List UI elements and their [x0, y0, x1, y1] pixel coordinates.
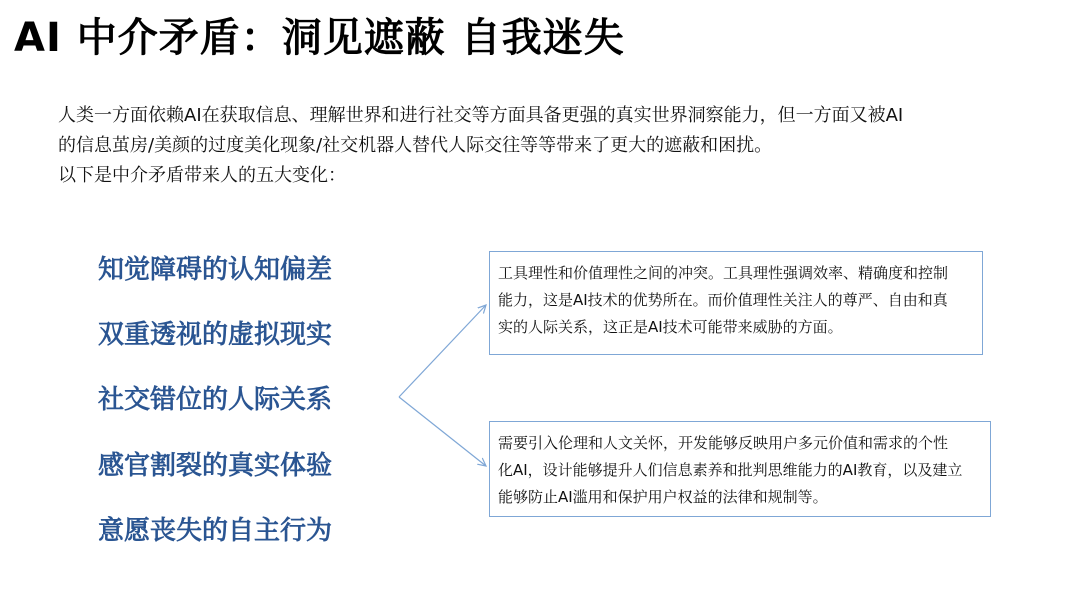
change-item: 意愿丧失的自主行为: [98, 516, 333, 546]
solution-box: [489, 421, 991, 517]
page-title: AI 中介矛盾：洞见遮蔽 自我迷失: [14, 15, 625, 61]
intro-line: 人类一方面依赖AI在获取信息、理解世界和进行社交等方面具备更强的真实世界洞察能力，但一方面又被AI: [58, 105, 904, 126]
change-item: 感官割裂的真实体验: [98, 451, 333, 481]
arrow-up-line: [399, 305, 486, 397]
box-line: 能够防止AI滥用和保护用户权益的法律和规制等。: [498, 488, 828, 506]
arrow-down-line: [399, 397, 486, 466]
box-line: 能力，这是AI技术的优势所在。而价值理性关注人的尊严、自由和真: [498, 291, 948, 309]
box-line: 化AI，设计能够提升人们信息素养和批判思维能力的AI教育，以及建立: [498, 461, 963, 479]
conflict-box: [489, 251, 983, 355]
intro-line: 以下是中介矛盾带来人的五大变化：: [58, 165, 346, 186]
change-item: 知觉障碍的认知偏差: [98, 255, 333, 285]
box-line: 需要引入伦理和人文关怀，开发能够反映用户多元价值和需求的个性: [498, 434, 949, 452]
change-item: 双重透视的虚拟现实: [98, 320, 333, 350]
intro-line: 的信息茧房/美颜的过度美化现象/社交机器人替代人际交往等等带来了更大的遮蔽和困扰。: [58, 135, 773, 156]
box-line: 工具理性和价值理性之间的冲突。工具理性强调效率、精确度和控制: [498, 264, 949, 282]
change-item: 社交错位的人际关系: [98, 385, 333, 415]
box-line: 实的人际关系，这正是AI技术可能带来威胁的方面。: [498, 318, 843, 336]
intro-paragraph: [58, 101, 1048, 191]
